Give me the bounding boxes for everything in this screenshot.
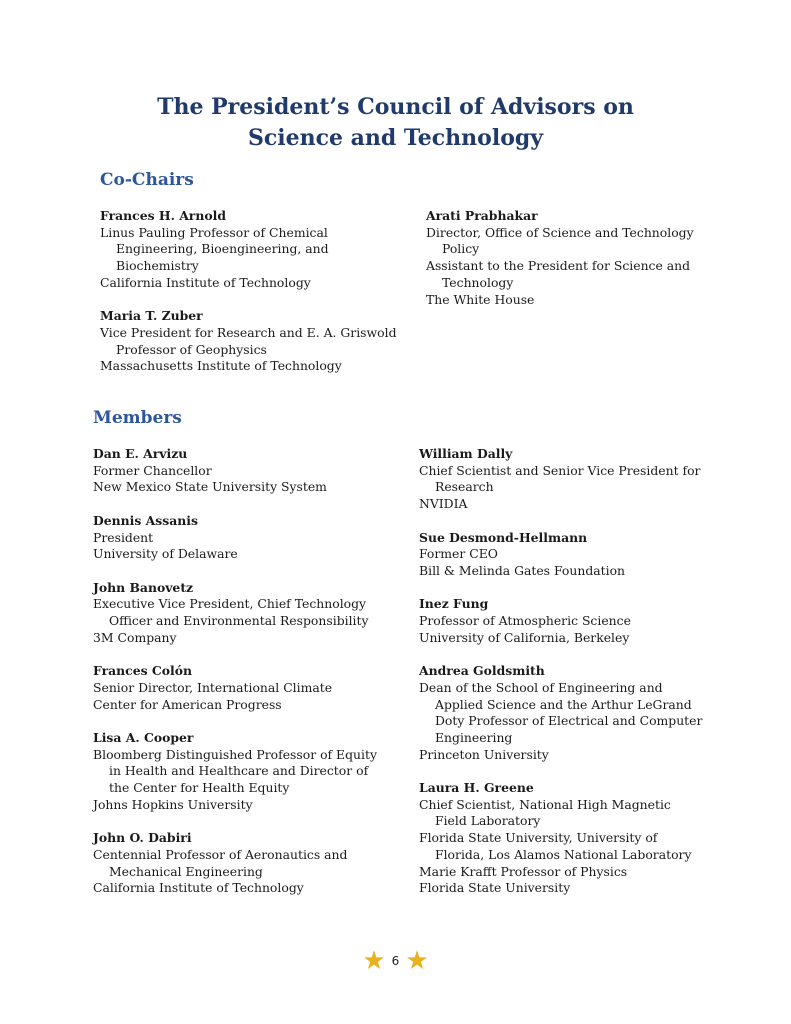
- person-name: Lisa A. Cooper: [93, 729, 194, 745]
- person-affiliation: 3M Company: [93, 629, 177, 645]
- person-affiliation: Chief Scientist, National High Magnetic Field Laboratory: [419, 796, 671, 829]
- person-affiliation: Senior Director, International Climate: [93, 679, 333, 695]
- person-name: Dan E. Arvizu: [93, 446, 188, 461]
- person-name: John O. Dabiri: [93, 830, 192, 846]
- person-entry: [93, 663, 383, 713]
- person-name: Andrea Goldsmith: [419, 663, 545, 679]
- person-affiliation: The White House: [426, 291, 535, 307]
- person-affiliation: Bill & Melinda Gates Foundation: [419, 562, 626, 578]
- person-affiliation: Princeton University: [419, 746, 549, 762]
- person-entry: [426, 208, 701, 308]
- person-entry: [419, 446, 704, 513]
- person-entry: [419, 596, 704, 646]
- person-affiliation: Professor of Atmospheric Science: [419, 613, 631, 628]
- person-affiliation: President: [93, 529, 154, 545]
- person-affiliation: Former Chancellor: [93, 462, 212, 478]
- person-affiliation: Vice President for Research and E. A. Griswold Professor of Geophysics: [100, 324, 397, 357]
- page-footer: [0, 946, 791, 976]
- person-affiliation: NVIDIA: [419, 496, 468, 512]
- star-icon: ★: [362, 946, 386, 976]
- person-affiliation: Former CEO: [419, 546, 498, 562]
- person-name: Maria T. Zuber: [100, 308, 203, 324]
- person-affiliation: Florida State University: [419, 880, 571, 896]
- members-left-column: [93, 446, 383, 914]
- person-affiliation: Massachusetts Institute of Technology: [100, 358, 342, 374]
- person-affiliation: New Mexico State University System: [93, 479, 327, 495]
- cochairs-left-column: [100, 208, 400, 392]
- person-affiliation: University of Delaware: [93, 546, 238, 562]
- person-name: Laura H. Greene: [419, 780, 534, 795]
- person-affiliation: Bloomberg Distinguished Professor of Equity in Health and Healthcare and Director of the Center for Health Equity: [93, 746, 377, 795]
- members-heading: Members: [93, 408, 182, 428]
- person-entry: [93, 730, 383, 814]
- person-entry: [100, 208, 400, 292]
- title-line-2: Science and Technology: [247, 125, 544, 151]
- person-name: Inez Fung: [419, 596, 489, 612]
- title-line-1: The President’s Council of Advisors on: [157, 94, 634, 120]
- person-affiliation: Director, Office of Science and Technology Policy: [426, 224, 694, 257]
- person-affiliation: Assistant to the President for Science and Technology: [426, 258, 691, 290]
- person-affiliation: Chief Scientist and Senior Vice President for Research: [419, 462, 701, 495]
- person-affiliation: Center for American Progress: [93, 696, 282, 712]
- person-affiliation: California Institute of Technology: [93, 880, 304, 896]
- person-name: Dennis Assanis: [93, 512, 198, 528]
- person-name: John Banovetz: [93, 579, 194, 595]
- cochairs-right-column: [426, 208, 701, 325]
- members-right-column: [419, 446, 704, 914]
- person-entry: [93, 513, 383, 563]
- person-entry: [419, 780, 704, 897]
- person-name: William Dally: [419, 446, 513, 461]
- star-icon: ★: [405, 946, 429, 976]
- person-affiliation: California Institute of Technology: [100, 274, 311, 290]
- person-entry: [419, 530, 704, 580]
- person-affiliation: Marie Krafft Professor of Physics: [419, 863, 628, 879]
- person-affiliation: University of California, Berkeley: [419, 629, 630, 645]
- cochairs-heading: Co-Chairs: [100, 170, 194, 190]
- person-name: Arati Prabhakar: [426, 208, 538, 223]
- person-affiliation: Centennial Professor of Aeronautics and Mechanical Engineering: [93, 846, 348, 879]
- person-entry: [93, 446, 383, 496]
- page-title: [0, 92, 791, 154]
- person-entry: [93, 830, 383, 897]
- person-affiliation: Dean of the School of Engineering and Applied Science and the Arthur LeGrand Doty Professor of Electrical and Computer Engineering: [419, 679, 703, 745]
- person-entry: [93, 580, 383, 647]
- person-affiliation: Executive Vice President, Chief Technology Officer and Environmental Responsibility: [93, 596, 369, 628]
- person-name: Frances H. Arnold: [100, 208, 226, 223]
- page-number: 6: [391, 954, 400, 968]
- person-affiliation: Johns Hopkins University: [93, 796, 253, 812]
- person-entry: [419, 663, 704, 763]
- person-affiliation: Linus Pauling Professor of Chemical Engineering, Bioengineering, and Biochemistry: [100, 224, 329, 274]
- person-affiliation: Florida State University, University of Florida, Los Alamos National Laboratory: [419, 830, 692, 862]
- person-entry: [100, 308, 400, 375]
- person-name: Frances Colón: [93, 663, 192, 679]
- person-name: Sue Desmond-Hellmann: [419, 529, 588, 545]
